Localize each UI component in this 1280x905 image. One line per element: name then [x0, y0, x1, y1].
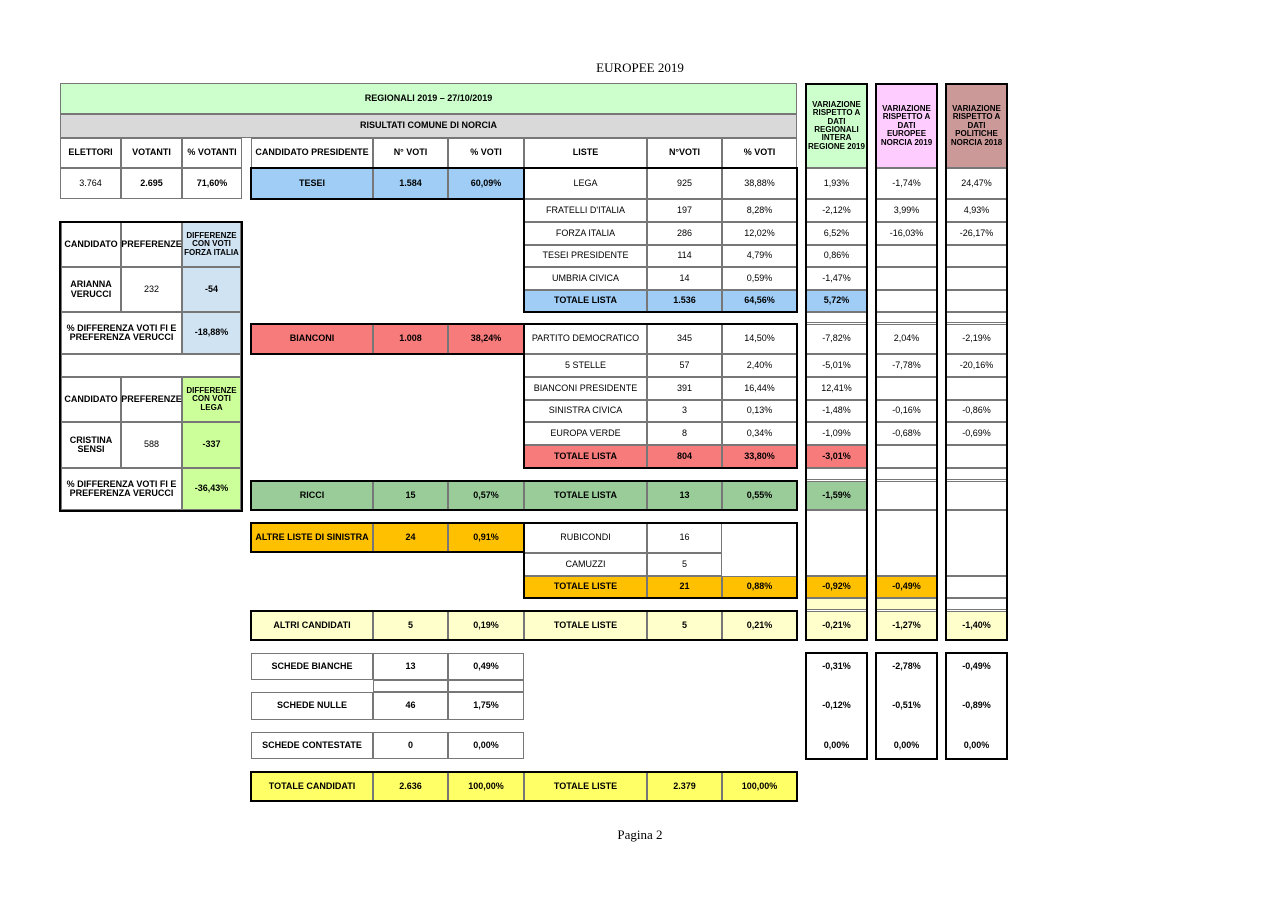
altri-var-politiche: -1,40%	[946, 611, 1007, 640]
totale-candidati-perc: 100,00%	[448, 772, 524, 801]
page-footer: Pagina 2	[617, 827, 663, 842]
altri-list-voti: 5	[647, 611, 722, 640]
bianconi-list-name: PARTITO DEMOCRATICO	[524, 324, 647, 354]
pref-lega-perc-value: -36,43%	[182, 468, 241, 510]
bianconi-list-name: BIANCONI PRESIDENTE	[524, 377, 647, 400]
schede-var-europee-frame	[875, 652, 938, 760]
schede-var-politiche-frame	[945, 652, 1008, 760]
schede-var-politiche: -0,89%	[962, 700, 991, 711]
bianconi-perc: 38,24%	[448, 324, 524, 354]
pref-fi-diff: -54	[182, 267, 241, 312]
tesei-var-europee: -16,03%	[876, 222, 937, 245]
tesei-var-regionali: -1,47%	[806, 267, 867, 290]
tesei-list-name: LEGA	[524, 168, 647, 199]
bianconi-voti: 1.008	[373, 324, 448, 354]
col-n-voti: N° VOTI	[373, 138, 448, 168]
tesei-var-regionali: 0,86%	[806, 245, 867, 267]
tesei-var-regionali: 6,52%	[806, 222, 867, 245]
ricci-voti: 15	[373, 481, 448, 510]
altri-voti: 5	[373, 611, 448, 640]
altre-list-name: RUBICONDI	[524, 523, 647, 553]
tesei-perc: 60,09%	[448, 168, 524, 199]
schede-perc: 0,00%	[448, 732, 524, 759]
altri-frame	[250, 610, 798, 641]
schede-var-politiche: -0,49%	[962, 660, 991, 671]
bianconi-list-voti: 8	[647, 422, 722, 445]
regionali-header: REGIONALI 2019 – 27/10/2019	[60, 83, 797, 114]
spacer-cell	[448, 680, 524, 692]
pref-fi-perc-label: % DIFFERENZA VOTI FI E PREFERENZA VERUCCI	[61, 312, 182, 354]
tesei-list-voti: 14	[647, 267, 722, 290]
perc-votanti-value: 71,60%	[182, 168, 242, 199]
bianconi-list-perc: 0,34%	[722, 422, 797, 445]
bianconi-total-name: TOTALE LISTA	[524, 445, 647, 468]
tesei-var-europee: 3,99%	[876, 199, 937, 222]
pref-fi-name: ARIANNA VERUCCI	[61, 267, 121, 312]
tesei-list-perc: 12,02%	[722, 222, 797, 245]
tesei-total-perc: 64,56%	[722, 290, 797, 312]
tesei-list-name: TESEI PRESIDENTE	[524, 245, 647, 267]
tesei-total-var-regionali: 5,72%	[806, 290, 867, 312]
totale-liste-name: TOTALE LISTE	[524, 772, 647, 801]
pref-lega-h-preferenze: PREFERENZE	[121, 377, 182, 422]
pref-fi-pref: 232	[121, 267, 182, 312]
schede-voti: 46	[373, 692, 448, 720]
altre-lists-frame	[523, 522, 798, 599]
col-perc-voti: % VOTI	[448, 138, 524, 168]
bianconi-list-perc: 16,44%	[722, 377, 797, 400]
ricci-list-perc: 0,55%	[722, 481, 797, 510]
altre-candidate-frame	[250, 522, 525, 553]
tesei-voti: 1.584	[373, 168, 448, 199]
altri-var-regionali: -0,21%	[806, 611, 867, 640]
schede-perc: 0,49%	[448, 653, 524, 680]
col-perc-votanti: % VOTANTI	[182, 138, 242, 168]
tesei-var-europee: -1,74%	[876, 168, 937, 199]
pref-fi-h-candidato: CANDIDATO	[61, 222, 121, 267]
ricci-perc: 0,57%	[448, 481, 524, 510]
schede-var-regionali-frame	[805, 652, 868, 760]
bianconi-var-europee: -0,68%	[876, 422, 937, 445]
bianconi-list-name: 5 STELLE	[524, 354, 647, 377]
votanti-value: 2.695	[121, 168, 182, 199]
schede-var-politiche: 0,00%	[963, 739, 990, 750]
altri-list-perc: 0,21%	[722, 611, 797, 640]
altri-list-name: TOTALE LISTE	[524, 611, 647, 640]
altre-perc: 0,91%	[448, 523, 524, 552]
risultati-header: RISULTATI COMUNE DI NORCIA	[60, 114, 797, 138]
tesei-lists-frame	[523, 167, 798, 313]
tesei-list-voti: 114	[647, 245, 722, 267]
ricci-list-name: TOTALE LISTA	[524, 481, 647, 510]
var-europee-frame	[875, 83, 938, 641]
col-candidato-presidente: CANDIDATO PRESIDENTE	[251, 138, 373, 168]
tesei-list-perc: 4,79%	[722, 245, 797, 267]
bianconi-total-perc: 33,80%	[722, 445, 797, 468]
col-perc-voti-liste: % VOTI	[722, 138, 797, 168]
tesei-list-name: FORZA ITALIA	[524, 222, 647, 245]
tesei-var-politiche: 24,47%	[946, 168, 1007, 199]
tesei-list-voti: 197	[647, 199, 722, 222]
schede-voti: 13	[373, 653, 448, 680]
bianconi-var-politiche: -2,19%	[946, 324, 1007, 354]
tesei-var-politiche: -26,17%	[946, 222, 1007, 245]
schede-name: SCHEDE CONTESTATE	[251, 732, 373, 759]
page-title: EUROPEE 2019	[596, 60, 684, 75]
preferences-frame	[59, 221, 243, 512]
elettori-value: 3.764	[60, 168, 121, 199]
schede-perc: 1,75%	[448, 692, 524, 720]
bianconi-var-regionali: -1,48%	[806, 400, 867, 422]
altre-list-voti: 16	[647, 523, 722, 553]
altri-name: ALTRI CANDIDATI	[251, 611, 373, 640]
pref-fi-perc-value: -18,88%	[182, 312, 241, 354]
pref-fi-h-diff: DIFFERENZE CON VOTI FORZA ITALIA	[182, 222, 241, 267]
bianconi-var-politiche: -0,86%	[946, 400, 1007, 422]
pref-lega-pref: 588	[121, 422, 182, 468]
altre-voti: 24	[373, 523, 448, 552]
col-var-politiche: VARIAZIONE RISPETTO A DATI POLITICHE NORCIA 2018	[946, 84, 1007, 168]
col-var-europee: VARIAZIONE RISPETTO A DATI EUROPEE NORCIA 2019	[876, 84, 937, 168]
spacer-cell	[373, 680, 448, 692]
tesei-name: TESEI	[251, 168, 373, 199]
bianconi-list-name: SINISTRA CIVICA	[524, 400, 647, 422]
tesei-total-voti: 1.536	[647, 290, 722, 312]
schede-var-europee: -0,51%	[892, 700, 921, 711]
bianconi-list-perc: 14,50%	[722, 324, 797, 354]
schede-var-europee: 0,00%	[893, 739, 920, 750]
ricci-frame	[250, 480, 798, 511]
pref-lega-name: CRISTINA SENSI	[61, 422, 121, 468]
bianconi-total-var-regionali: -3,01%	[806, 445, 867, 468]
pref-lega-h-candidato: CANDIDATO	[61, 377, 121, 422]
pref-fi-h-preferenze: PREFERENZE	[121, 222, 182, 267]
pref-lega-h-diff: DIFFERENZE CON VOTI LEGA	[182, 377, 241, 422]
bianconi-var-regionali: -1,09%	[806, 422, 867, 445]
bianconi-list-perc: 0,13%	[722, 400, 797, 422]
altre-total-voti: 21	[647, 576, 722, 598]
col-n-voti-liste: N°VOTI	[647, 138, 722, 168]
tesei-total-name: TOTALE LISTA	[524, 290, 647, 312]
altre-var-regionali: -0,92%	[806, 576, 867, 598]
tesei-list-name: UMBRIA CIVICA	[524, 267, 647, 290]
totale-liste-voti: 2.379	[647, 772, 722, 801]
bianconi-list-voti: 57	[647, 354, 722, 377]
bianconi-candidate-frame	[250, 323, 525, 355]
pref-lega-perc-label: % DIFFERENZA VOTI FI E PREFERENZA VERUCCI	[61, 468, 182, 510]
bianconi-name: BIANCONI	[251, 324, 373, 354]
bianconi-list-voti: 391	[647, 377, 722, 400]
tesei-list-voti: 925	[647, 168, 722, 199]
col-votanti: VOTANTI	[121, 138, 182, 168]
var-politiche-frame	[945, 83, 1008, 641]
tesei-list-perc: 38,88%	[722, 168, 797, 199]
altre-list-name: CAMUZZI	[524, 553, 647, 576]
tesei-list-voti: 286	[647, 222, 722, 245]
altri-var-europee: -1,27%	[876, 611, 937, 640]
tesei-var-regionali: 1,93%	[806, 168, 867, 199]
bianconi-list-name: EUROPA VERDE	[524, 422, 647, 445]
schede-var-regionali: -0,31%	[822, 660, 851, 671]
col-liste: LISTE	[524, 138, 647, 168]
bianconi-var-europee: 2,04%	[876, 324, 937, 354]
schede-name: SCHEDE BIANCHE	[251, 653, 373, 680]
bianconi-var-regionali: 12,41%	[806, 377, 867, 400]
bianconi-var-regionali: -5,01%	[806, 354, 867, 377]
totale-candidati-voti: 2.636	[373, 772, 448, 801]
bianconi-list-voti: 345	[647, 324, 722, 354]
ricci-name: RICCI	[251, 481, 373, 510]
bianconi-list-perc: 2,40%	[722, 354, 797, 377]
schede-var-regionali: -0,12%	[822, 700, 851, 711]
tesei-candidate-frame	[250, 167, 525, 200]
tesei-var-regionali: -2,12%	[806, 199, 867, 222]
schede-var-europee: -2,78%	[892, 660, 921, 671]
var-regionali-frame	[805, 83, 868, 641]
tesei-list-name: FRATELLI D'ITALIA	[524, 199, 647, 222]
tesei-list-perc: 8,28%	[722, 199, 797, 222]
tesei-list-perc: 0,59%	[722, 267, 797, 290]
bianconi-list-voti: 3	[647, 400, 722, 422]
bianconi-var-europee: -0,16%	[876, 400, 937, 422]
altri-perc: 0,19%	[448, 611, 524, 640]
totale-frame	[250, 771, 798, 802]
altre-total-perc: 0,88%	[722, 576, 797, 598]
altre-name: ALTRE LISTE DI SINISTRA	[251, 523, 373, 552]
col-var-regionali: VARIAZIONE RISPETTO A DATI REGIONALI INTERA REGIONE 2019	[806, 84, 867, 168]
altre-list-voti: 5	[647, 553, 722, 576]
schede-var-regionali: 0,00%	[823, 739, 850, 750]
pref-lega-diff: -337	[182, 422, 241, 468]
bianconi-var-politiche: -20,16%	[946, 354, 1007, 377]
bianconi-var-politiche: -0,69%	[946, 422, 1007, 445]
schede-voti: 0	[373, 732, 448, 759]
bianconi-total-voti: 804	[647, 445, 722, 468]
bianconi-var-regionali: -7,82%	[806, 324, 867, 354]
col-elettori: ELETTORI	[60, 138, 121, 168]
bianconi-var-europee: -7,78%	[876, 354, 937, 377]
totale-candidati-name: TOTALE CANDIDATI	[251, 772, 373, 801]
totale-liste-perc: 100,00%	[722, 772, 797, 801]
schede-name: SCHEDE NULLE	[251, 692, 373, 720]
ricci-var-regionali: -1,59%	[806, 481, 867, 510]
tesei-var-politiche: 4,93%	[946, 199, 1007, 222]
ricci-list-voti: 13	[647, 481, 722, 510]
bianconi-lists-frame	[523, 323, 798, 469]
altre-var-europee: -0,49%	[876, 576, 937, 598]
altre-total-name: TOTALE LISTE	[524, 576, 647, 598]
